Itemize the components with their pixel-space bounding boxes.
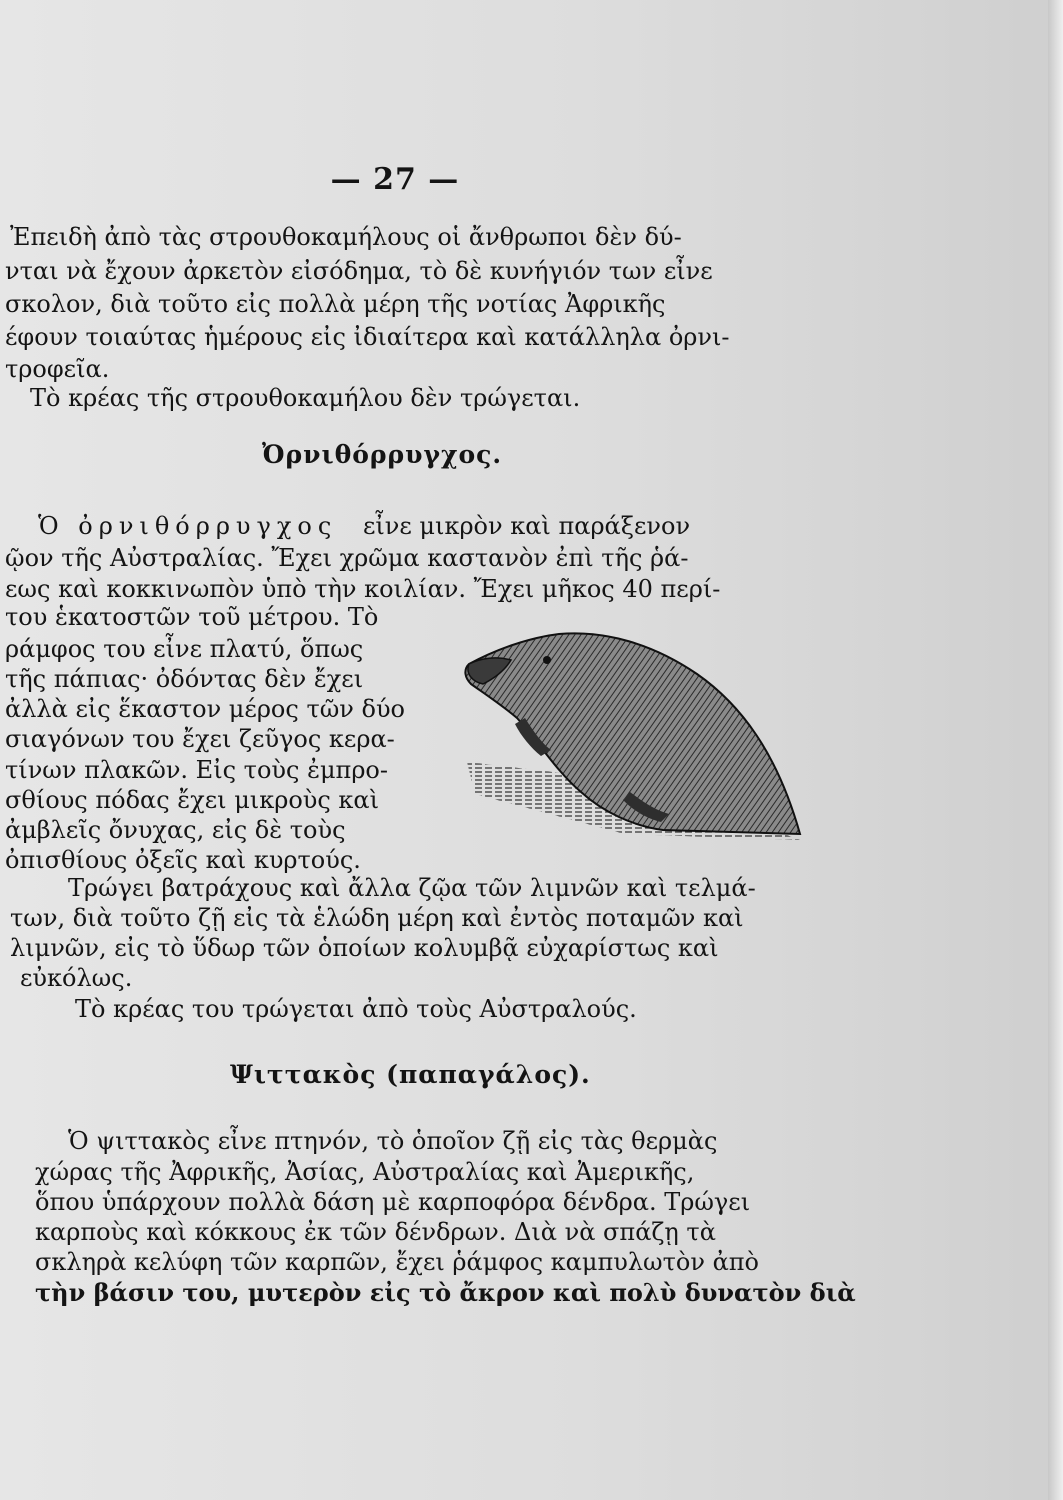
intro-line-4: έφουν τοιαύτας ἡμέρους εἰς ἰδιαίτερα καὶ κατάλληλα ὀρνι- [5,323,730,351]
platypus-narrow-line-3: τῆς πάπιας· ὀδόντας δὲν ἔχει [5,665,364,693]
platypus-narrow-line-5: σιαγόνων του ἔχει ζεῦγος κερα- [5,725,395,753]
platypus-line-1 [38,511,690,541]
platypus-first-line-rest: εἶνε μικρὸν καὶ παράξενον [362,512,691,540]
platypus-narrow-line-6: τίνων πλακῶν. Εἰς τοὺς ἐμπρο- [5,756,388,784]
section-heading-parrot: Ψιττακὸς (παπαγάλος). [230,1060,591,1089]
platypus-narrow-line-8: ἀμβλεῖς ὄνυχας, εἰς δὲ τοὺς [5,816,346,844]
platypus-illustration [455,622,805,844]
platypus-after-line-1: Τρώγει βατράχους καὶ ἄλλα ζῷα τῶν λιμνῶν καὶ τελμά- [68,874,756,902]
page-gutter-shadow [1048,0,1063,1500]
parrot-line-5: σκληρὰ κελύφη τῶν καρπῶν, ἔχει ῥάμφος καμπυλωτὸν ἀπὸ [35,1248,759,1276]
parrot-line-4: καρποὺς καὶ κόκκους ἐκ τῶν δένδρων. Διὰ νὰ σπάζῃ τὰ [35,1218,716,1246]
section-heading-platypus: Ὀρνιθόρρυγχος. [262,440,503,469]
platypus-after-line-3: λιμνῶν, εἰς τὸ ὕδωρ τῶν ὁποίων κολυμβᾷ εὐχαρίστως καὶ [10,934,719,962]
intro-line-5: τροφεῖα. [5,355,110,383]
parrot-line-1: Ὁ ψιττακὸς εἶνε πτηνόν, τὸ ὁποῖον ζῇ εἰς τὰς θερμὰς [68,1127,718,1155]
platypus-eye [543,656,551,664]
intro-line-3: σκολον, διὰ τοῦτο εἰς πολλὰ μέρη τῆς νοτίας Ἀφρικῆς [5,290,666,318]
platypus-first-word: Ὁ ὀρνιθόρρυγχος [38,512,338,540]
platypus-after-line-4: εὐκόλως. [20,964,133,992]
platypus-narrow-line-7: σθίους πόδας ἔχει μικροὺς καὶ [5,786,380,814]
intro-line-6: Τὸ κρέας τῆς στρουθοκαμήλου δὲν τρώγεται. [30,384,581,412]
parrot-line-3: ὅπου ὑπάρχουν πολλὰ δάση μὲ καρποφόρα δένδρα. Τρώγει [35,1188,751,1216]
platypus-after-line-2: των, διὰ τοῦτο ζῇ εἰς τὰ ἑλώδη μέρη καὶ ἐντὸς ποταμῶν καὶ [10,904,744,932]
parrot-line-6: τὴν βάσιν του, μυτερὸν εἰς τὸ ἄκρον καὶ πολὺ δυνατὸν διὰ [35,1278,856,1307]
intro-line-2: νται νὰ ἔχουν ἀρκετὸν εἰσόδημα, τὸ δὲ κυνήγιόν των εἶνε [5,257,713,285]
platypus-narrow-line-2: ράμφος του εἶνε πλατύ, ὅπως [5,635,364,663]
parrot-line-2: χώρας τῆς Ἀφρικῆς, Ἀσίας, Αὐστραλίας καὶ Ἀμερικῆς, [35,1158,695,1186]
platypus-after-line-5: Τὸ κρέας του τρώγεται ἀπὸ τοὺς Αὐστραλούς. [75,995,637,1023]
platypus-narrow-line-1: του ἑκατοστῶν τοῦ μέτρου. Τὸ [5,603,379,631]
platypus-narrow-line-4: ἀλλὰ εἰς ἕκαστον μέρος τῶν δύο [5,695,406,723]
platypus-narrow-line-9: ὀπισθίους ὀξεῖς καὶ κυρτούς. [5,846,361,874]
page-number: — 27 — [330,162,460,197]
platypus-line-2: ῷον τῆς Αὐστραλίας. Ἔχει χρῶμα καστανὸν ἐπὶ τῆς ῥά- [5,544,689,572]
intro-line-1: Ἐπειδὴ ἀπὸ τὰς στρουθοκαμήλους οἱ ἄνθρωποι δὲν δύ- [10,223,682,251]
platypus-line-3: εως καὶ κοκκινωπὸν ὑπὸ τὴν κοιλίαν. Ἔχει μῆκος 40 περί- [5,575,721,603]
